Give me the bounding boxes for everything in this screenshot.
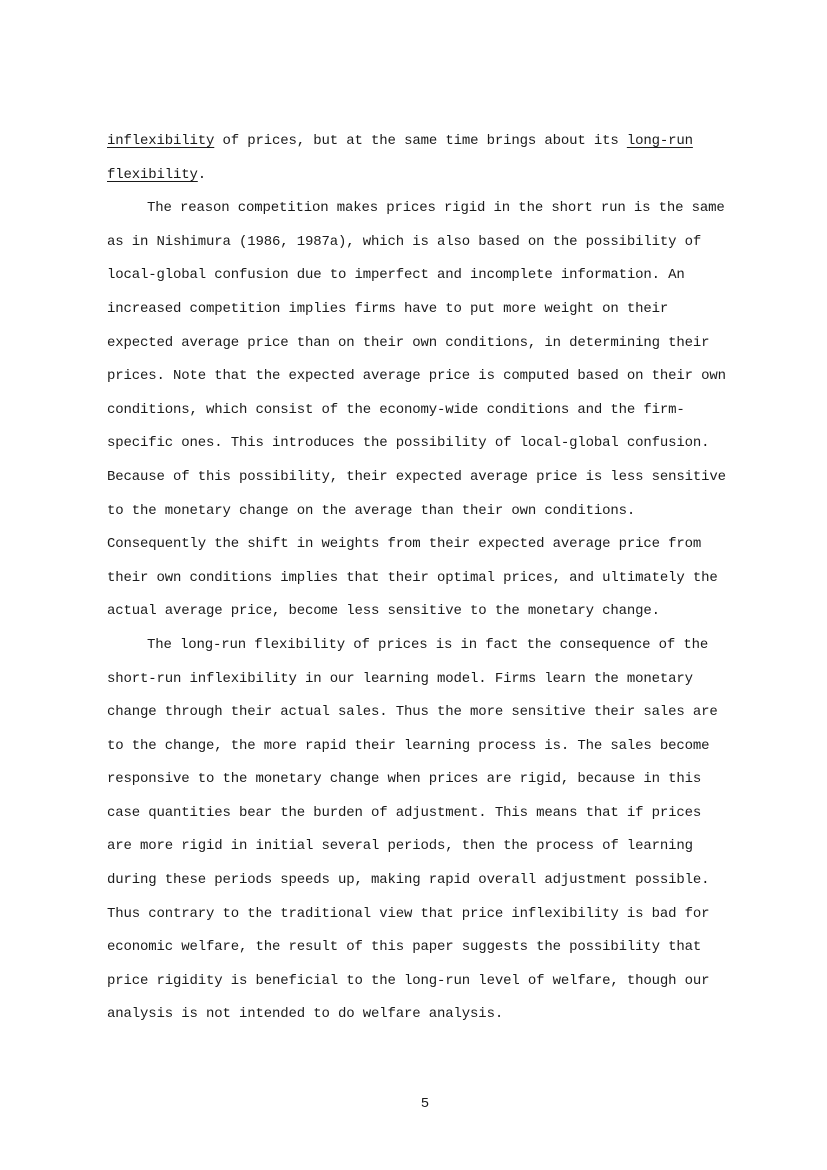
text-line: their own conditions implies that their optimal prices, and ultimately the [107,569,718,586]
text-line: responsive to the monetary change when prices are rigid, because in this [107,771,702,788]
text-line [107,162,747,196]
text-run: . [197,166,207,183]
underlined-term: long-run [626,133,693,149]
text-line: conditions, which consist of the economy-wide conditions and the firm- [107,401,685,418]
text-line: increased competition implies firms have to put more weight on their [107,300,669,317]
text-line: Consequently the shift in weights from their expected average price from [107,536,702,553]
text-line: economic welfare, the result of this paper suggests the possibility that [107,939,702,956]
text-line: short-run inflexibility in our learning model. Firms learn the monetary [107,670,693,687]
text-line [107,195,747,229]
text-line: change through their actual sales. Thus the more sensitive their sales are [107,704,718,721]
text-line: actual average price, become less sensitive to the monetary change. [107,603,660,620]
underlined-term: flexibility [107,166,198,183]
text-line: as in Nishimura (1986, 1987a), which is also based on the possibility of [107,233,702,250]
text-run: The reason competition makes prices rigid in the short run is the same [147,200,725,217]
text-line: are more rigid in initial several periods, then the process of learning [107,838,693,855]
text-line: analysis is not intended to do welfare analysis. [107,1006,504,1023]
text-run: The long-run flexibility of prices is in fact the consequence of the [147,636,709,653]
text-line: specific ones. This introduces the possibility of local-global confusion. [107,435,710,452]
text-line: during these periods speeds up, making rapid overall adjustment possible. [107,872,710,889]
text-line: Thus contrary to the traditional view that price inflexibility is bad for [107,905,710,922]
page-number: 5 [420,1096,430,1112]
text-line: to the change, the more rapid their learning process is. The sales become [107,737,710,754]
text-line: to the monetary change on the average than their own conditions. [107,502,636,519]
text-line: prices. Note that the expected average price is computed based on their own [107,368,726,385]
text-line: expected average price than on their own conditions, in determining their [107,334,710,351]
text-run: of prices, but at the same time brings about its [214,133,627,149]
text-line: local-global confusion due to imperfect and incomplete information. An [107,267,685,284]
underlined-term: inflexibility [107,133,215,149]
text-line: price rigidity is beneficial to the long-run level of welfare, though our [107,972,710,989]
text-line: case quantities bear the burden of adjustment. This means that if prices [107,804,702,821]
text-line [107,632,747,666]
text-line: Because of this possibility, their expected average price is less sensitive [107,468,726,485]
text-line [107,128,747,162]
body-text [107,128,747,1035]
